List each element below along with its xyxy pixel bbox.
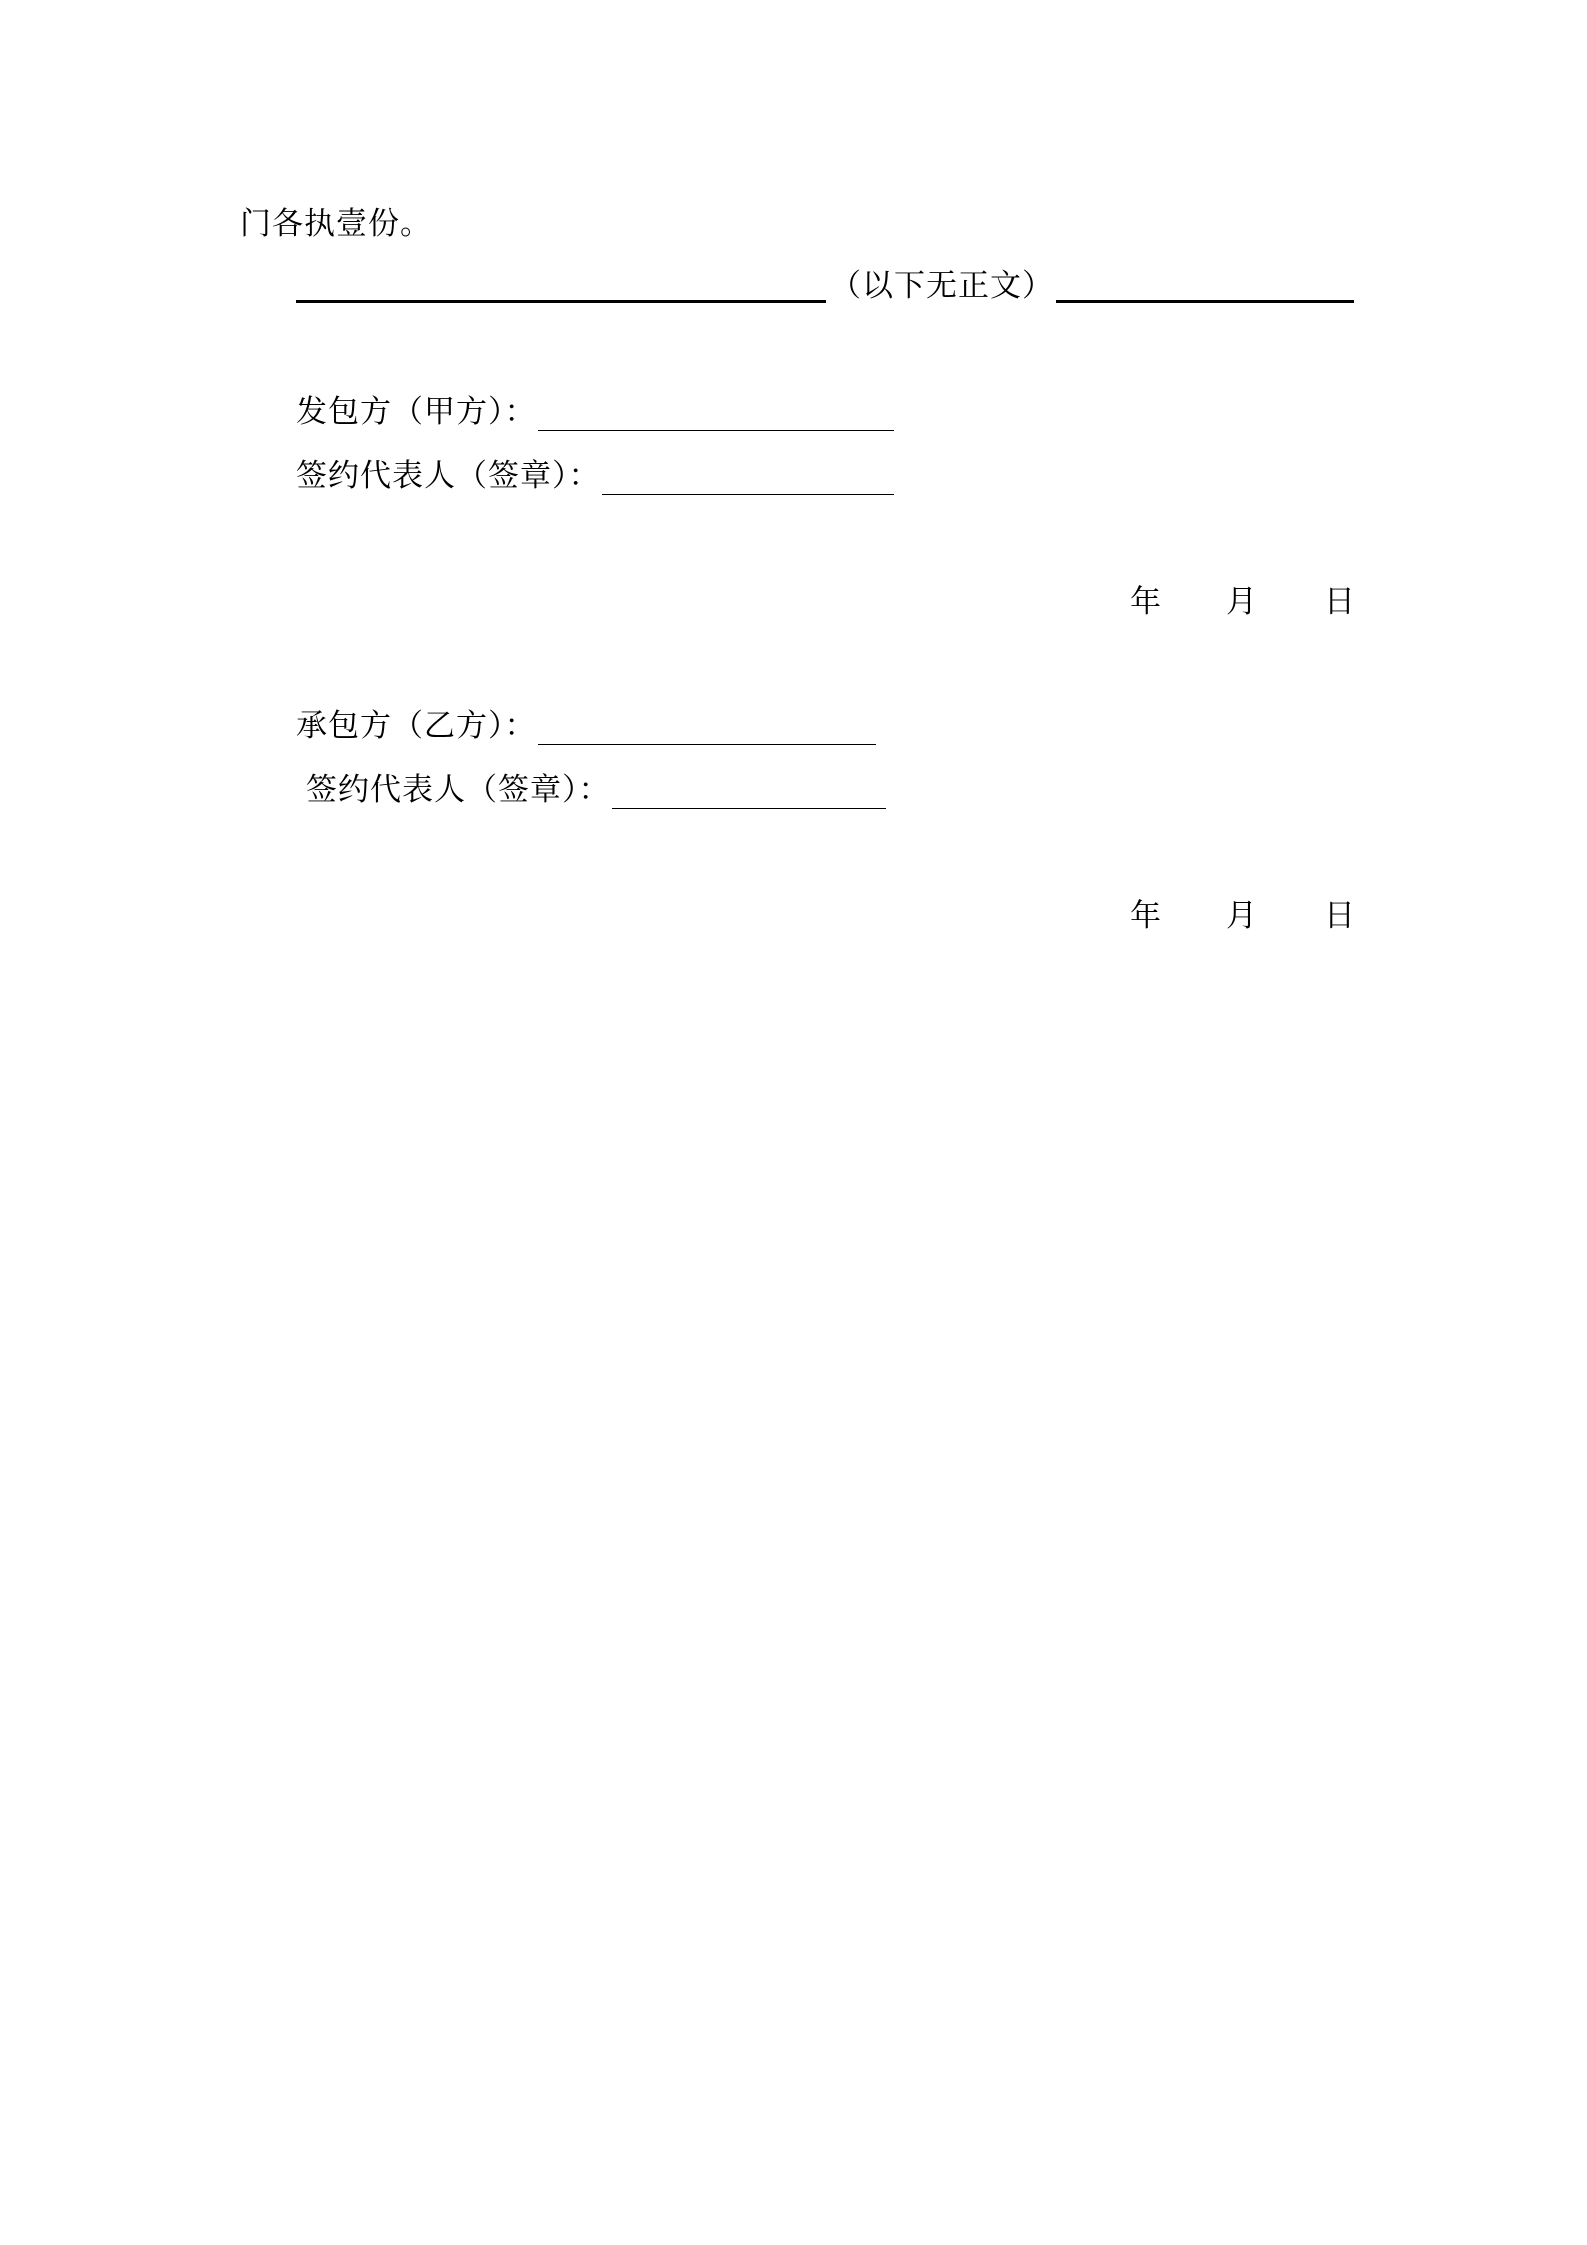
party-b-date-day: 日 bbox=[1324, 898, 1355, 934]
party-b-signatory-label: 签约代表人（签章）： bbox=[306, 772, 611, 808]
party-a-date-year: 年 bbox=[1130, 584, 1161, 620]
continuation-text: 门各执壹份。 bbox=[240, 206, 432, 242]
end-marker-text: （以下无正文） bbox=[830, 268, 1054, 304]
end-marker-left-rule bbox=[296, 300, 826, 303]
party-a-name-blank[interactable] bbox=[538, 430, 894, 431]
party-a-date-day: 日 bbox=[1324, 584, 1355, 620]
party-b-signature-blank[interactable] bbox=[612, 808, 886, 809]
party-a-label: 发包方（甲方）： bbox=[296, 394, 537, 430]
party-b-date-month: 月 bbox=[1226, 898, 1257, 934]
end-marker-right-rule bbox=[1056, 300, 1354, 303]
party-a-signature-blank[interactable] bbox=[602, 494, 894, 495]
party-a-date-month: 月 bbox=[1226, 584, 1257, 620]
party-b-date-year: 年 bbox=[1130, 898, 1161, 934]
party-b-name-blank[interactable] bbox=[538, 744, 876, 745]
party-b-label: 承包方（乙方）： bbox=[296, 708, 537, 744]
party-a-signatory-label: 签约代表人（签章）： bbox=[296, 458, 601, 494]
